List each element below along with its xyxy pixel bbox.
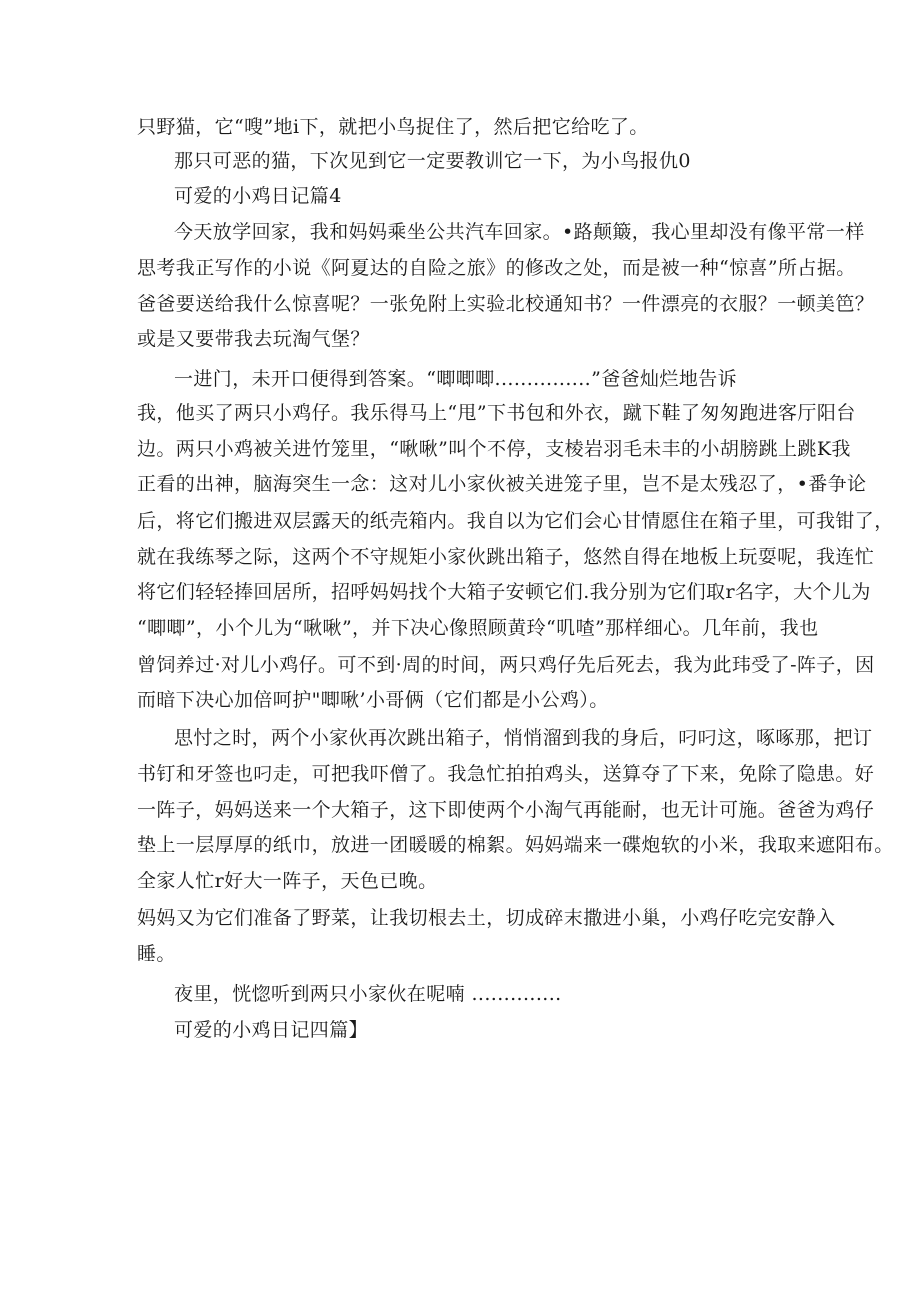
text-line: 睡。 — [137, 943, 176, 965]
text-line: 一阵子，妈妈送来一个大箱子，这下即使两个小淘气再能耐，也无计可施。爸爸为鸡仔 — [137, 799, 875, 821]
text-line: 边。两只小鸡被关进竹笼里，“啾啾”叫个不停，支棱岩羽毛未丰的小胡膀跳上跳K我 — [137, 438, 851, 460]
text-line: 今天放学回家，我和妈妈乘坐公共汽车回家。•路颠簸，我心里却没有像平常一样 — [174, 221, 865, 243]
text-line: 思考我正写作的小说《阿夏达的自险之旅》的修改之处，而是被一种“惊喜”所占据。 — [137, 257, 856, 279]
text-line: 思忖之时，两个小家伙再次跳出箱子，悄悄溜到我的身后，叼叼这，啄啄那，把订 — [174, 727, 873, 749]
text-line: 那只可恶的猫，下次见到它一定要教训它一下，为小鸟报仇0 — [174, 150, 691, 172]
text-line: 正看的出神，脑海突生一念：这对儿小家伙被关进笼子里，岂不是太残忍了，•番争论 — [137, 473, 867, 495]
text-line: 妈妈又为它们准备了野菜，让我切根去土，切成碎末撒进小巢，小鸡仔吃完安静入 — [137, 907, 836, 929]
text-line: 我，他买了两只小鸡仔。我乐得马上“甩”下书包和外衣，蹴下鞋了匆匆跑进客厅阳台 — [137, 402, 856, 424]
text-line: 将它们轻轻捧回居所，招呼妈妈找个大箱子安顿它们.我分别为它们取r名字，大个儿为 — [137, 581, 871, 603]
section-heading: 可爱的小鸡日记四篇】 — [174, 1019, 369, 1041]
text-line: 书钉和牙签也叼走，可把我吓僧了。我急忙拍拍鸡头，送算夺了下来，免除了隐患。好 — [137, 763, 875, 785]
text-line: “唧唧”，小个儿为“啾啾”，并下决心像照顾黄玲“叽喳”那样细心。几年前，我也 — [137, 617, 819, 639]
text-line: 而暗下决心加倍呵护"唧啾’小哥俩（它们都是小公鸡）。 — [137, 689, 609, 711]
text-line: 垫上一层厚厚的纸巾，放进一团暖暖的棉絮。妈妈端来一碟炮软的小米，我取来遮阳布。 — [137, 834, 894, 856]
text-line: 或是又要带我去玩淘气堡？ — [137, 328, 370, 350]
text-line: 全家人忙r好大一阵子，天色已晚。 — [137, 870, 438, 892]
text-line: 夜里，恍惚听到两只小家伙在呢喃 .............. — [174, 983, 562, 1005]
text-line: 就在我练琴之际，这两个不守规矩小家伙跳出箱子，悠然自得在地板上玩耍呢，我连忙 — [137, 546, 875, 568]
text-line: 后，将它们搬进双层露天的纸壳箱内。我自以为它们会心甘情愿住在箱子里，可我钳了， — [137, 510, 894, 532]
text-line: 爸爸要送给我什么惊喜呢？一张免附上实验北校通知书？一件漂亮的衣服？一顿美笆？ — [137, 293, 875, 315]
text-line: 只野猫，它“嗖”地i下，就把小鸟捉住了，然后把它给吃了。 — [137, 116, 649, 138]
text-line: 一进门，未开口便得到答案。“唧唧唧...............”爸爸灿烂地告诉 — [174, 368, 738, 390]
text-line: 曾饲养过·对儿小鸡仔。可不到·周的时间，两只鸡仔先后死去，我为此玮受了-阵子，因 — [137, 654, 875, 676]
section-heading: 可爱的小鸡日记篇4 — [174, 185, 342, 207]
